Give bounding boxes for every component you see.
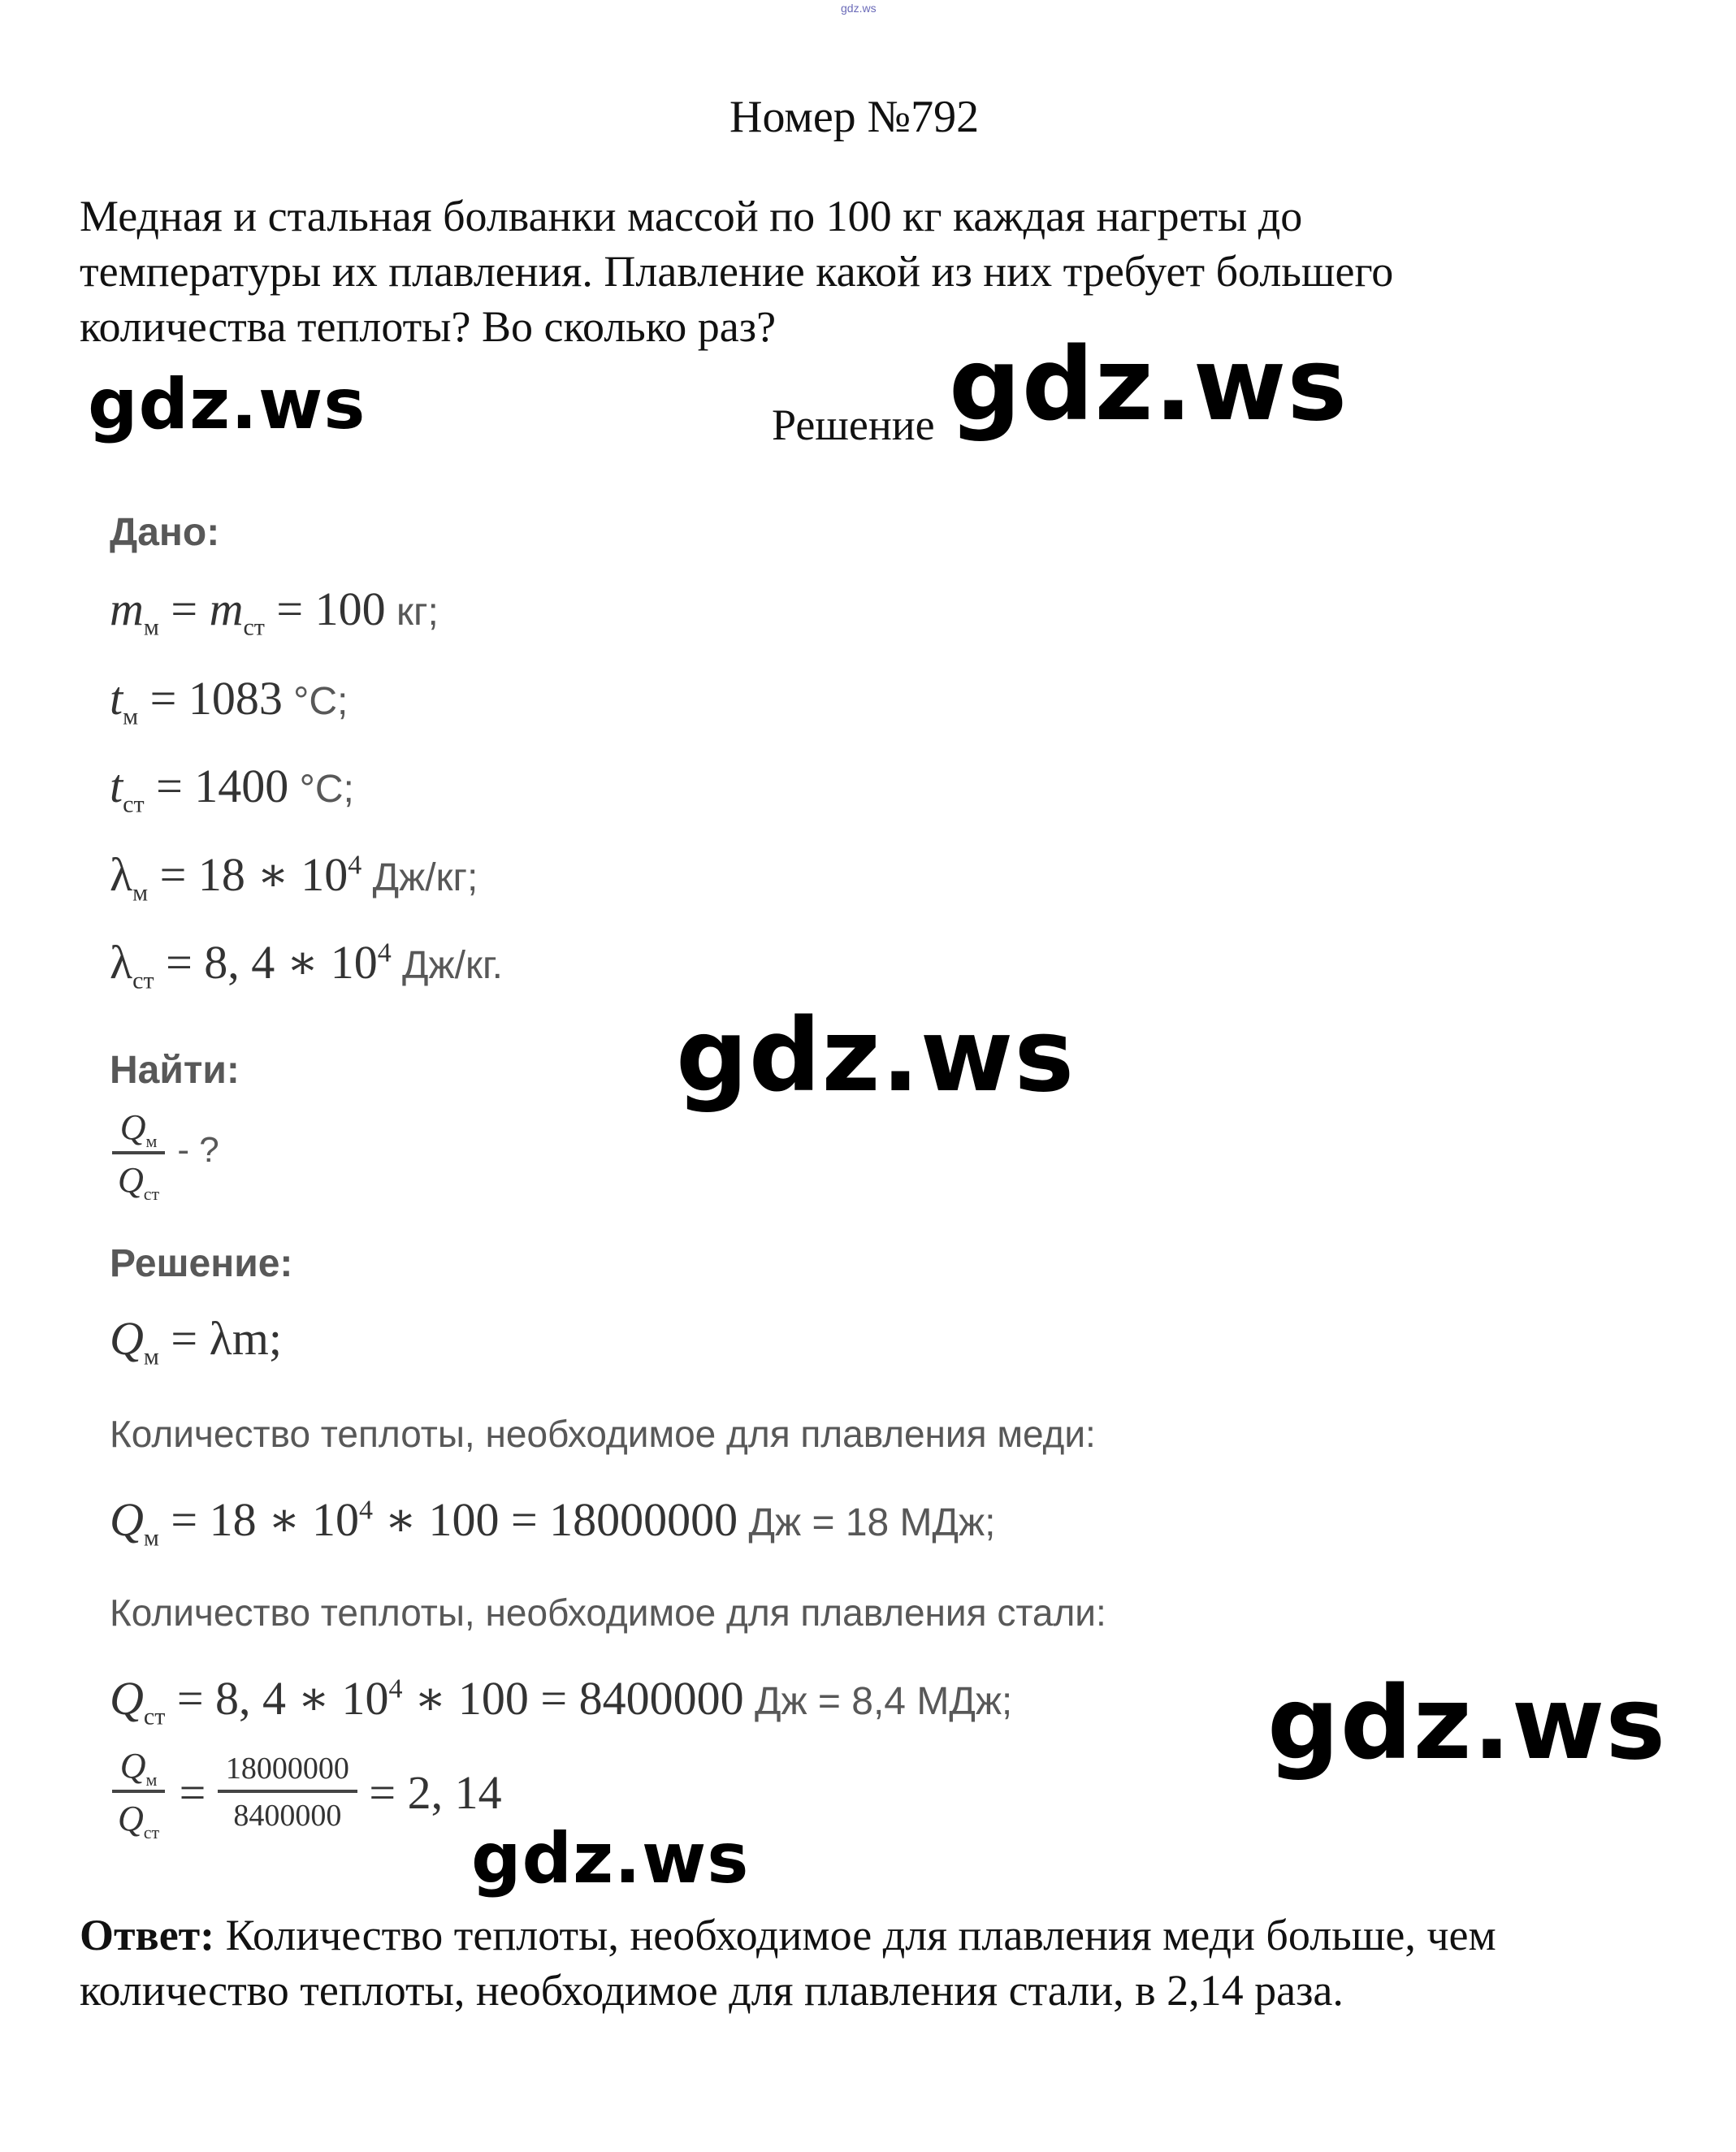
subscript: м xyxy=(145,1130,158,1151)
subscript: м xyxy=(145,1769,158,1790)
subscript: м xyxy=(143,613,159,641)
unit: Дж = 8,4 МДж; xyxy=(743,1680,1013,1723)
answer-line xyxy=(80,1907,1496,1963)
watermark: gdz.ws xyxy=(1267,1665,1667,1782)
value: = 8, 4 ∗ 10 xyxy=(165,1672,389,1725)
answer-text: Количество теплоты, необходимое для плавления меди больше, чем xyxy=(214,1911,1496,1959)
subscript: ст xyxy=(243,613,265,641)
eq: = xyxy=(158,582,210,635)
unit: кг; xyxy=(385,591,439,634)
power: 4 xyxy=(388,1674,403,1704)
result: = 2, 14 xyxy=(357,1765,502,1819)
problem-line: количества теплоты? Во сколько раз? xyxy=(80,302,777,351)
numerator xyxy=(112,1745,166,1793)
unit: °C; xyxy=(282,680,348,723)
site-tag: gdz.ws xyxy=(841,2,877,15)
value: = 1400 xyxy=(144,760,289,812)
given-label: Дано: xyxy=(110,511,220,554)
find-ratio xyxy=(110,1106,219,1204)
numerator: 18000000 xyxy=(218,1751,357,1793)
subscript: м xyxy=(123,703,139,730)
ratio-result xyxy=(110,1745,502,1842)
denominator: 8400000 xyxy=(233,1799,342,1833)
power: 4 xyxy=(348,850,362,881)
unit: Дж/кг. xyxy=(391,944,503,987)
value: = 1083 xyxy=(138,672,283,725)
steel-heat xyxy=(110,1670,1013,1730)
var: Q xyxy=(110,1672,144,1725)
var: λ xyxy=(110,936,133,989)
find-label: Найти: xyxy=(110,1049,240,1092)
power: 4 xyxy=(377,937,392,968)
var: m xyxy=(209,582,244,635)
problem-line: Медная и стальная болванки массой по 100 кг каждая нагреты до xyxy=(80,192,1303,240)
solution-label: Решение: xyxy=(110,1242,293,1285)
watermark: gdz.ws xyxy=(949,327,1349,444)
subscript: ст xyxy=(143,1183,160,1204)
value: = 8, 4 ∗ 10 xyxy=(154,936,378,989)
answer-line: количество теплоты, необходимое для плавления стали, в 2,14 раза. xyxy=(80,1966,1344,2015)
subscript: м xyxy=(143,1343,159,1370)
subscript: ст xyxy=(123,790,145,818)
numerator xyxy=(112,1106,166,1154)
given-mass xyxy=(110,582,439,641)
value: = 18 ∗ 10 xyxy=(148,848,348,901)
unit: °C; xyxy=(288,768,354,811)
problem-line: температуры их плавления. Плавление какой из них требует большего xyxy=(80,247,1394,296)
given-lambda-steel xyxy=(110,934,503,994)
solution-heading: Решение xyxy=(772,401,935,449)
fraction xyxy=(110,1745,167,1842)
unit: Дж = 18 МДж; xyxy=(738,1501,996,1544)
value: = 18 ∗ 10 xyxy=(158,1493,360,1546)
answer xyxy=(80,1907,1496,2018)
subscript: ст xyxy=(143,1821,160,1842)
var: Q xyxy=(118,1160,144,1200)
value: ∗ 100 = 8400000 xyxy=(402,1672,744,1725)
eq: = xyxy=(167,1765,218,1819)
page-title: Номер №792 xyxy=(729,92,980,142)
value: ∗ 100 = 18000000 xyxy=(373,1493,738,1546)
subscript: ст xyxy=(132,967,154,994)
find-tail: - ? xyxy=(167,1130,219,1171)
steel-text: Количество теплоты, необходимое для плавления стали: xyxy=(110,1591,1106,1634)
value: = λm; xyxy=(158,1312,282,1365)
subscript: ст xyxy=(143,1703,166,1730)
var: Q xyxy=(118,1799,144,1838)
fraction xyxy=(218,1751,357,1834)
value: = 100 xyxy=(264,582,386,635)
watermark: gdz.ws xyxy=(471,1818,750,1899)
var: λ xyxy=(110,848,133,901)
answer-label: Ответ: xyxy=(80,1911,215,1959)
var: t xyxy=(110,760,123,812)
var: t xyxy=(110,672,123,725)
fraction xyxy=(110,1106,167,1204)
given-t-copper xyxy=(110,671,348,730)
denominator xyxy=(110,1154,167,1204)
solution-formula xyxy=(110,1311,282,1370)
watermark: gdz.ws xyxy=(88,364,366,445)
copper-text: Количество теплоты, необходимое для плавления меди: xyxy=(110,1413,1096,1455)
var: Q xyxy=(119,1746,146,1786)
var: Q xyxy=(110,1493,144,1546)
subscript: м xyxy=(143,1524,159,1552)
watermark: gdz.ws xyxy=(676,998,1076,1115)
var: m xyxy=(110,582,144,635)
var: Q xyxy=(110,1312,144,1365)
given-t-steel xyxy=(110,759,354,818)
given-lambda-copper xyxy=(110,847,478,907)
copper-heat xyxy=(110,1492,996,1552)
var: Q xyxy=(119,1107,146,1147)
power: 4 xyxy=(359,1495,374,1526)
subscript: м xyxy=(132,879,149,907)
denominator xyxy=(110,1793,167,1842)
unit: Дж/кг; xyxy=(361,856,478,899)
